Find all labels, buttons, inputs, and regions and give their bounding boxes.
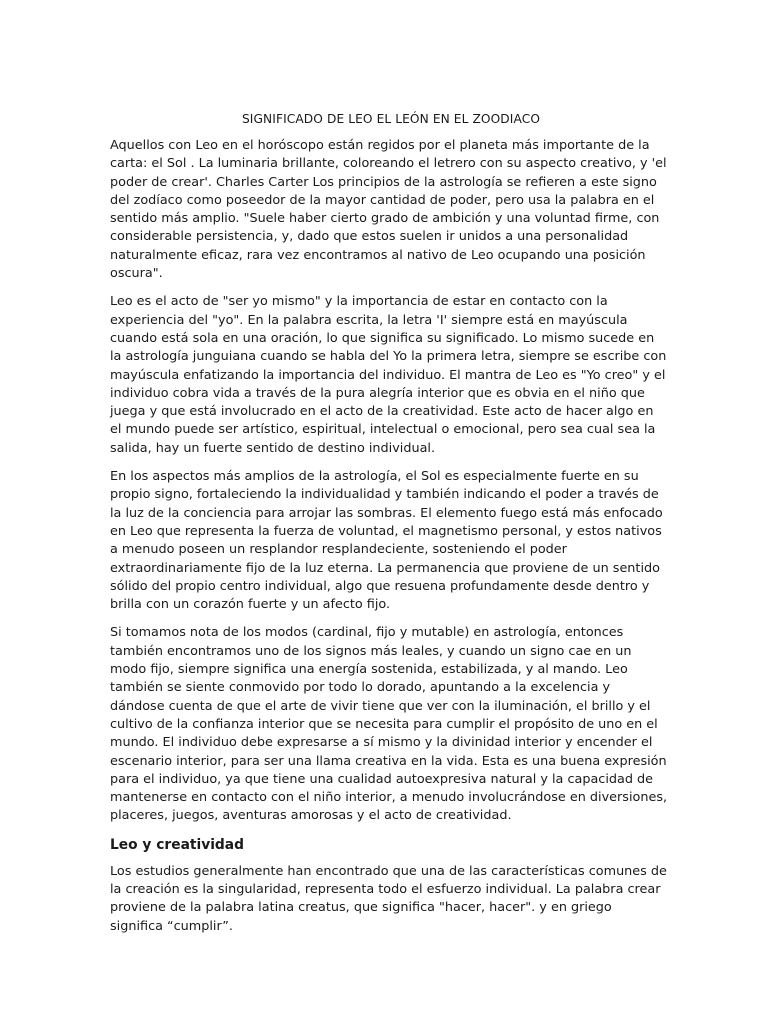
section-heading-creativity: Leo y creatividad: [110, 836, 244, 853]
paragraph-sun-in-own-sign: En los aspectos más amplios de la astrología, el Sol es especialmente fuerte en su propio signo, fortaleciendo la individualidad y también indicando el poder a través de la luz de la conciencia para arrojar las sombras. El elemento fuego está más enfocado en Leo que representa la fuerza de voluntad, el magnetismo personal, y estos nativos a menudo poseen un resplandor resplandeciente, sosteniendo el poder extraordinariamente fijo de la luz eterna. La permanencia que proviene de un sentido sólido del propio centro individual, algo que resuena profundamente desde dentro y brilla con un corazón fuerte y un afecto fijo.: [110, 469, 663, 613]
paragraph-being-yourself: Leo es el acto de "ser yo mismo" y la importancia de estar en contacto con la experiencia del "yo". En la palabra escrita, la letra 'I' siempre está en mayúscula cuando está sola en una oración, lo que significa su significado. Lo mismo sucede en la astrología junguiana cuando se habla del Yo la primera letra, siempre se escribe con mayúscula enfatizando la importancia del individuo. El mantra de Leo es "Yo creo" y el individuo cobra vida a través de la pura alegría interior que es obvia en el niño que juega y que está involucrado en el acto de la creatividad. Este acto de hacer algo en el mundo puede ser artístico, espiritual, intelectual o emocional, pero sea cual sea la salida, hay un fuerte sentido de destino individual.: [110, 294, 667, 456]
document-title: SIGNIFICADO DE LEO EL LEÓN EN EL ZOODIACO: [241, 112, 541, 126]
paragraph-fixed-mode: Si tomamos nota de los modos (cardinal, fijo y mutable) en astrología, entonces también encontramos uno de los signos más leales, y cuando un signo cae en un modo fijo, siempre significa una energía sostenida, estabilizada, y al mando. Leo también se siente conmovido por todo lo dorado, apuntando a la excelencia y dándose cuenta de que el arte de vivir tiene que ver con la iluminación, el brillo y el cultivo de la confianza interior que se necesita para cumplir el propósito de uno en el mundo. El individuo debe expresarse a sí mismo y la divinidad interior y encender el escenario interior, para ser una llama creativa en la vida. Esta es una buena expresión para el individuo, ya que tiene una cualidad autoexpresiva natural y la capacidad de mantenerse en contacto con el niño interior, a menudo involucrándose en diversiones, placeres, juegos, aventuras amorosas y el acto de creatividad.: [110, 625, 668, 824]
paragraph-creativity-studies: Los estudios generalmente han encontrado que una de las características comunes de la creación es la singularidad, representa todo el esfuerzo individual. La palabra crear proviene de la palabra latina creatus, que significa "hacer, hacer". y en griego significa “cumplir”.: [110, 863, 667, 934]
paragraph-leo-ruled-by-sun: Aquellos con Leo en el horóscopo están regidos por el planeta más importante de la carta: el Sol . La luminaria brillante, coloreando el letrero con su aspecto creativo, y 'el poder de crear'. Charles Carter Los principios de la astrología se refieren a este signo del zodíaco como poseedor de la mayor cantidad de poder, pero usa la palabra en el sentido más amplio. "Suele haber cierto grado de ambición y una voluntad firme, con considerable persistencia, y, dado que estos suelen ir unidos a una personalidad naturalmente eficaz, rara vez encontramos al nativo de Leo ocupando una posición oscura".: [110, 138, 667, 282]
